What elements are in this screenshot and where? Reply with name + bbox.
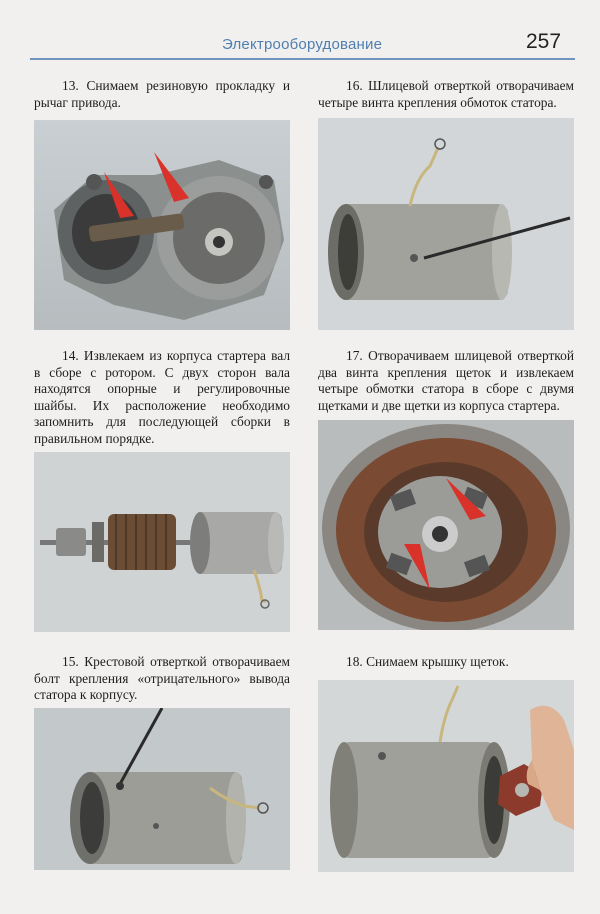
step-15-photo <box>34 708 290 870</box>
stator-screws-image <box>318 118 574 330</box>
page-number: 257 <box>526 30 562 53</box>
page-header <box>0 0 600 62</box>
header-rule <box>30 58 575 60</box>
step-16-caption: 16. Шлицевой отверткой отворачиваем четыре винта крепления обмоток статора. <box>318 78 574 110</box>
step-15-caption: 15. Крестовой отверткой отворачиваем болт крепления «отрицательного» вывода статора к корпусу. <box>34 654 290 703</box>
step-18-caption: 18. Снимаем крышку щеток. <box>346 654 509 669</box>
step-13-caption: 13. Снимаем резиновую прокладку и рычаг привода. <box>34 78 290 110</box>
step-17-photo <box>318 420 574 630</box>
step-13-photo <box>34 120 290 330</box>
stator-bolt-image <box>34 708 290 870</box>
step-16-photo <box>318 118 574 330</box>
step-14-caption: 14. Извлекаем из корпуса стартера вал в сборе с ротором. С двух сторон вала находятся опорные и регулировочные шайбы. Их расположение необходимо запомнить для последующей сборки в правильном порядке. <box>34 348 290 446</box>
step-17-caption: 17. Отворачиваем шлицевой отверткой два винта крепления щеток и извлекаем четыре обмотки статора в сборе с двумя щетками и две щетки из корпуса стартера. <box>318 348 574 413</box>
rotor-shaft-image <box>34 452 290 632</box>
brush-holder-image <box>318 420 574 630</box>
starter-housing-image <box>34 120 290 330</box>
step-14-photo <box>34 452 290 632</box>
brush-cover-image <box>318 680 574 872</box>
section-title: Электрооборудование <box>222 36 383 53</box>
step-18-photo <box>318 680 574 872</box>
